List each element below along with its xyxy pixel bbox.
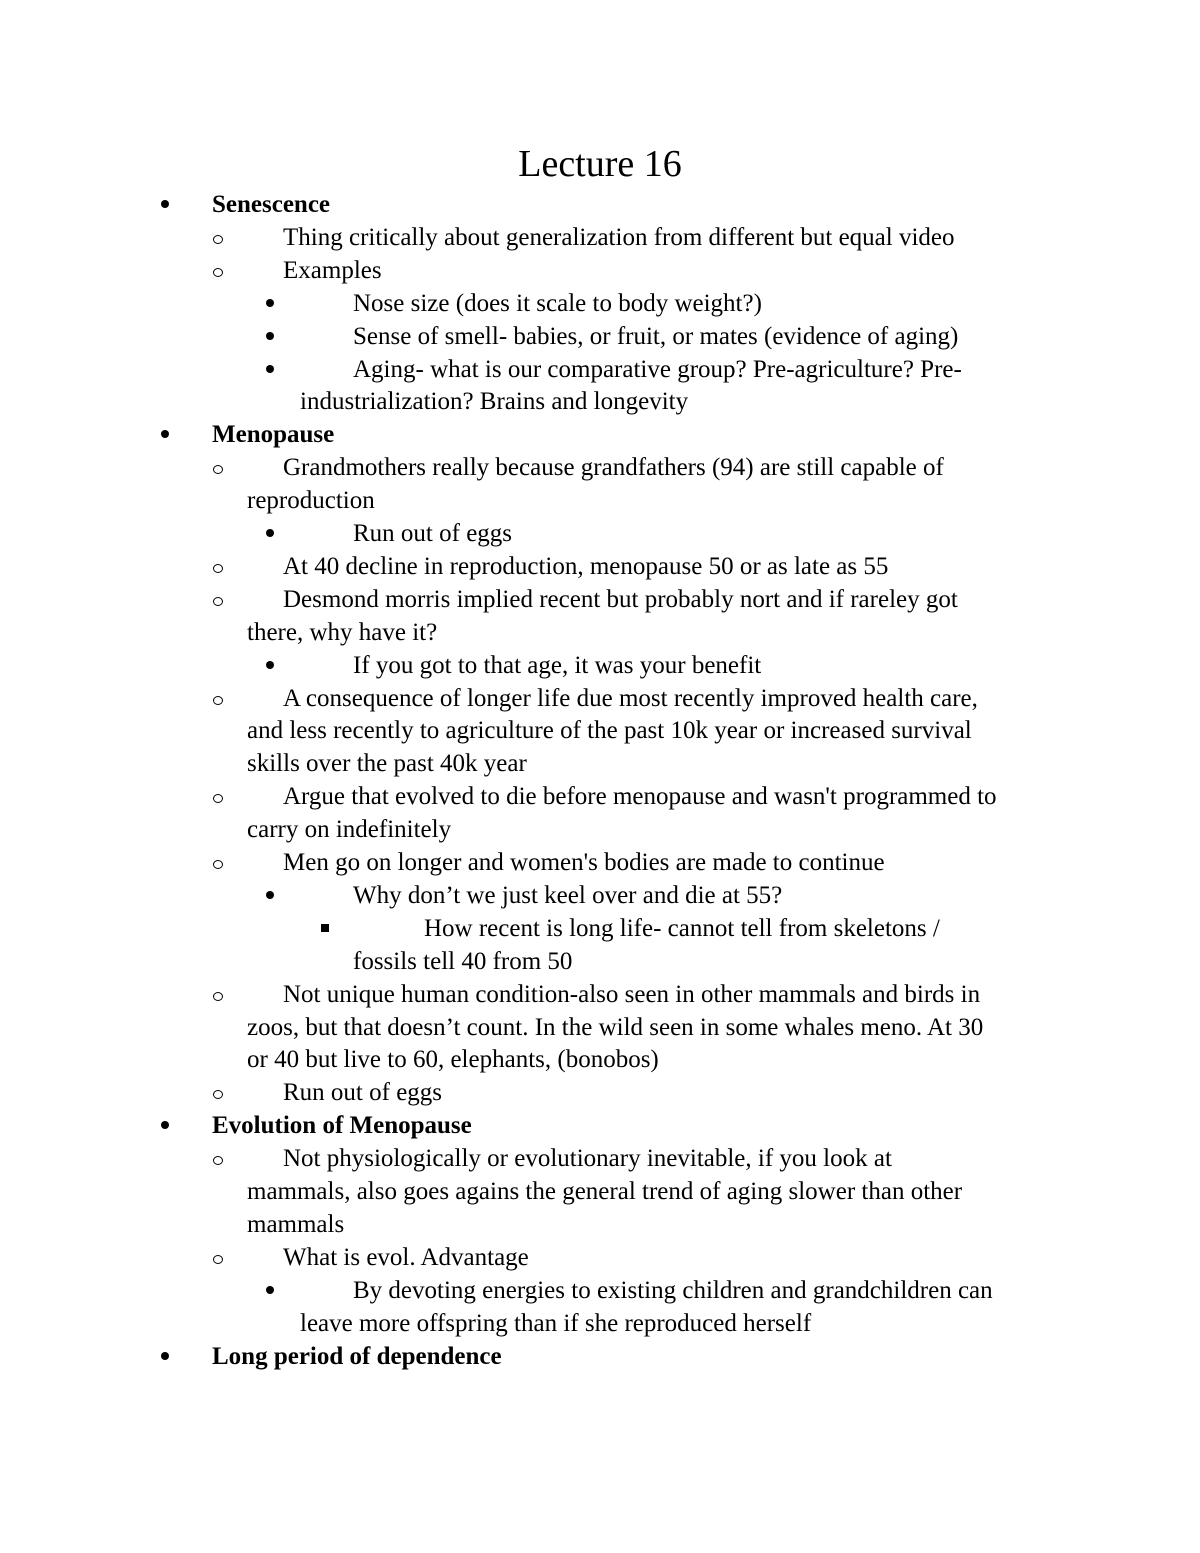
bullet-icon: [161, 430, 169, 438]
bullet-icon: [161, 1121, 169, 1129]
outline-line-continuation: carry on indefinitely: [247, 816, 452, 844]
outline-item-level-3: Nose size (does it scale to body weight?): [353, 289, 762, 317]
outline-item-level-2: Run out of eggs: [283, 1079, 443, 1107]
outline-line-continuation: or 40 but live to 60, elephants, (bonobos): [247, 1046, 659, 1074]
outline-item-level-1: Menopause: [212, 421, 335, 449]
outline-item-level-3: If you got to that age, it was your benefit: [353, 651, 762, 679]
outline-line-continuation: mammals, also goes agains the general trend of aging slower than other: [247, 1178, 963, 1205]
outline-item-level-4: How recent is long life- cannot tell from skeletons /: [424, 914, 940, 942]
outline-line-continuation: fossils tell 40 from 50: [353, 947, 573, 975]
bullet-icon: [266, 661, 274, 669]
circle-bullet-icon: [213, 992, 223, 1001]
circle-bullet-icon: [213, 860, 223, 869]
bullet-icon: [266, 299, 274, 307]
outline-line-continuation: and less recently to agriculture of the past 10k year or increased survival: [247, 717, 972, 745]
outline-line-continuation: skills over the past 40k year: [247, 750, 527, 778]
circle-bullet-icon: [213, 268, 223, 277]
bullet-icon: [266, 891, 274, 899]
page-title: Lecture 16: [518, 143, 682, 185]
outline-item-level-2: At 40 decline in reproduction, menopause 50 or as late as 55: [283, 552, 889, 580]
outline-item-level-2: What is evol. Advantage: [283, 1243, 529, 1271]
circle-bullet-icon: [213, 564, 223, 573]
circle-bullet-icon: [213, 1090, 223, 1099]
outline-item-level-1: Long period of dependence: [212, 1342, 502, 1370]
outline-item-level-1: Evolution of Menopause: [212, 1112, 472, 1140]
bullet-icon: [266, 332, 274, 340]
outline-item-level-2: Desmond morris implied recent but probably nort and if rareley got: [283, 585, 958, 613]
outline-item-level-3: Sense of smell- babies, or fruit, or mates (evidence of aging): [353, 322, 959, 350]
outline-line-continuation: mammals: [247, 1210, 345, 1238]
bullet-icon: [266, 365, 274, 373]
outline-line-continuation: reproduction: [247, 487, 375, 515]
outline-item-level-2: Grandmothers really because grandfathers (94) are still capable of: [283, 454, 944, 482]
outline-line-continuation: there, why have it?: [247, 618, 438, 646]
outline-item-level-3: Run out of eggs: [353, 520, 513, 547]
outline-item-level-2: Thing critically about generalization from different but equal video: [283, 223, 955, 251]
circle-bullet-icon: [213, 794, 223, 803]
bullet-icon: [266, 529, 274, 537]
outline-item-level-3: By devoting energies to existing children and grandchildren can: [353, 1276, 993, 1304]
circle-bullet-icon: [213, 235, 223, 244]
outline-item-level-2: A consequence of longer life due most recently improved health care,: [283, 684, 978, 712]
outline-item-level-3: Why don’t we just keel over and die at 55?: [353, 881, 783, 909]
outline-line-continuation: leave more offspring than if she reproduced herself: [300, 1309, 812, 1337]
bullet-icon: [266, 1286, 274, 1294]
square-bullet-icon: [321, 924, 329, 932]
bullet-icon: [161, 1352, 169, 1360]
outline-item-level-3: Aging- what is our comparative group? Pre-agriculture? Pre-: [353, 355, 962, 383]
outline-line-continuation: industrialization? Brains and longevity: [300, 388, 689, 416]
circle-bullet-icon: [213, 597, 223, 606]
circle-bullet-icon: [213, 465, 223, 474]
circle-bullet-icon: [213, 1255, 223, 1264]
circle-bullet-icon: [213, 696, 223, 705]
outline-item-level-2: Not unique human condition-also seen in other mammals and birds in: [283, 980, 981, 1008]
outline-line-continuation: zoos, but that doesn’t count. In the wild seen in some whales meno. At 30: [247, 1013, 984, 1041]
outline-item-level-2: Not physiologically or evolutionary inevitable, if you look at: [283, 1145, 892, 1173]
bullet-icon: [161, 200, 169, 208]
outline-item-level-2: Argue that evolved to die before menopause and wasn't programmed to: [283, 783, 997, 811]
outline-item-level-1: Senescence: [212, 191, 331, 218]
outline-item-level-2: Examples: [283, 256, 382, 284]
outline-item-level-2: Men go on longer and women's bodies are made to continue: [283, 849, 885, 876]
circle-bullet-icon: [213, 1156, 223, 1165]
